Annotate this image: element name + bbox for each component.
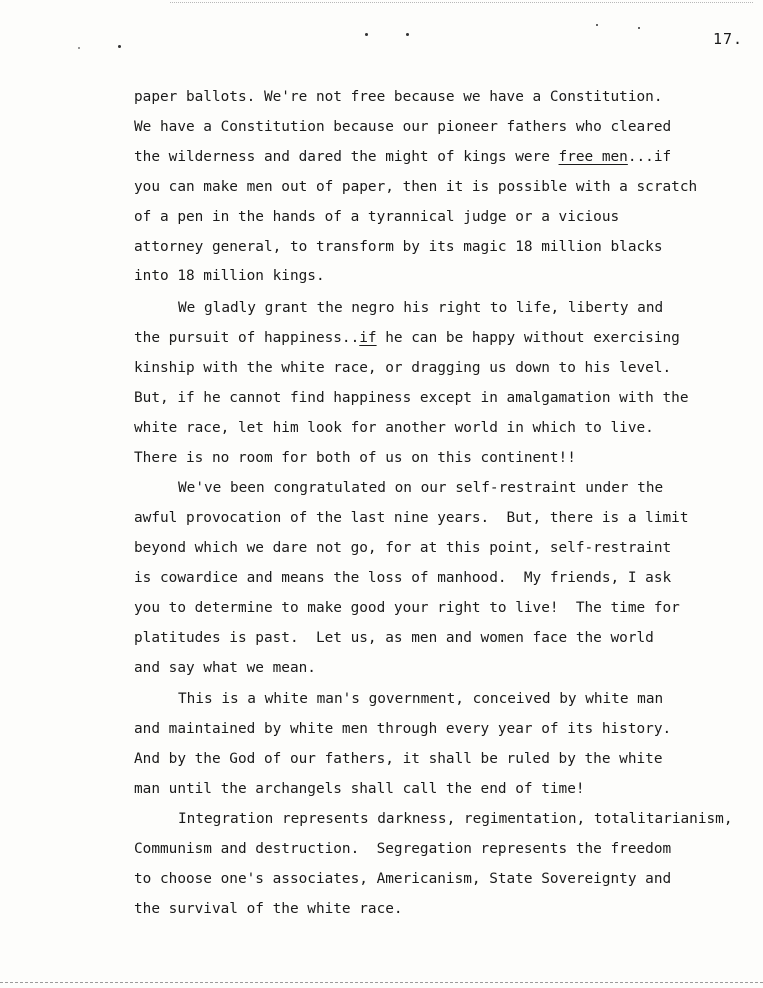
text-line: and say what we mean. (134, 660, 316, 676)
scan-speck (365, 33, 368, 36)
text-line: of a pen in the hands of a tyrannical judge or a vicious (134, 209, 620, 225)
text-line: There is no room for both of us on this continent!! (134, 450, 576, 466)
text-line: attorney general, to transform by its magic 18 million blacks (134, 239, 663, 255)
text-line: This is a white man's government, conceived by white man (178, 691, 664, 707)
text-line: the survival of the white race. (134, 901, 403, 917)
top-page-edge (170, 2, 753, 3)
scan-speck (638, 27, 640, 29)
underlined-text: free men (558, 149, 628, 165)
text-segment: the pursuit of happiness.. (134, 330, 360, 346)
text-line: and maintained by white men through every year of its history. (134, 721, 672, 737)
text-line: paper ballots. We're not free because we have a Constitution. (134, 89, 663, 105)
text-line: And by the God of our fathers, it shall be ruled by the white (134, 751, 663, 767)
text-line: Communism and destruction. Segregation represents the freedom (134, 841, 672, 857)
text-line: into 18 million kings. (134, 268, 325, 284)
text-line: We gladly grant the negro his right to life, liberty and (178, 300, 664, 316)
text-line (134, 147, 671, 167)
text-line: is cowardice and means the loss of manhood. My friends, I ask (134, 570, 672, 586)
text-line: Integration represents darkness, regimentation, totalitarianism, (178, 811, 733, 827)
text-line (134, 328, 680, 348)
text-line: you can make men out of paper, then it is possible with a scratch (134, 179, 698, 195)
text-line: awful provocation of the last nine years. But, there is a limit (134, 510, 689, 526)
text-line: you to determine to make good your right to live! The time for (134, 600, 680, 616)
scan-speck (78, 47, 80, 49)
scan-speck (596, 24, 598, 26)
scan-speck (118, 45, 121, 48)
text-segment: he can be happy without exercising (376, 330, 680, 346)
text-segment: the wilderness and dared the might of kings were (134, 149, 559, 165)
text-line: kinship with the white race, or dragging us down to his level. (134, 360, 672, 376)
text-line: platitudes is past. Let us, as men and women face the world (134, 630, 654, 646)
text-line: man until the archangels shall call the end of time! (134, 781, 585, 797)
text-line: But, if he cannot find happiness except in amalgamation with the (134, 390, 689, 406)
page-number: 17. (713, 30, 744, 48)
text-line: white race, let him look for another world in which to live. (134, 420, 654, 436)
text-line: beyond which we dare not go, for at this point, self-restraint (134, 540, 672, 556)
bottom-page-edge (0, 982, 763, 983)
text-line: We've been congratulated on our self-restraint under the (178, 480, 664, 496)
text-line: to choose one's associates, Americanism, State Sovereignty and (134, 871, 672, 887)
scan-speck (406, 33, 409, 36)
text-segment: ...if (627, 149, 672, 165)
text-line: We have a Constitution because our pioneer fathers who cleared (134, 119, 672, 135)
underlined-text: if (359, 330, 377, 346)
